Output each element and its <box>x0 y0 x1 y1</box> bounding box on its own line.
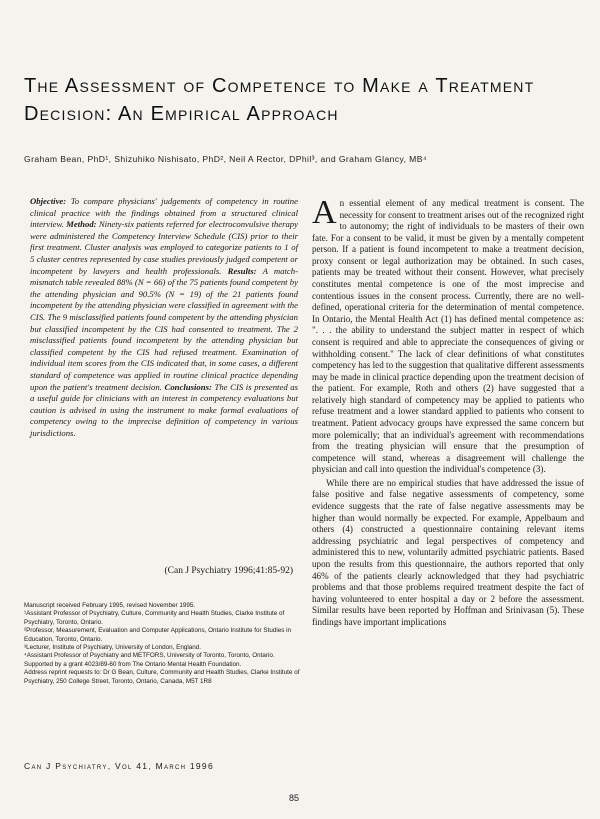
body-paragraph-2: While there are no empirical studies that have addressed the issue of false positive and false negative assessments of competency, some evidence suggests that the rate of false negative assessments may be higher than would normally be expected. For example, Appelbaum and others (4) constructed a questionnaire containing relevant items addressing psychiatric and legal perspectives of competency and administered this to new, voluntarily admitted psychiatric patients. Based upon the results from this questionnaire, the authors reported that only 46% of the patients clearly acknowledged that they had psychiatric problems and that those problems required treatment despite the fact of having volunteered to enter hospital a day or 2 before the assessment. Similar results have been reported by Hoffman and Srinivasan (5). These findings have important implications <box>312 477 584 627</box>
footnote-reprints: Address reprint requests to: Dr G Bean, Culture, Community and Health Studies, Clarke Institute of Psychiatry, 250 College Street, Toronto, Ontario, Canada, M5T 1R8 <box>24 669 300 685</box>
drop-cap: A <box>312 194 337 231</box>
abstract-objective-text: To compare physicians' judgements of competency in routine clinical practice with the findings obtained from a structured clinical interview. <box>30 196 299 230</box>
footnote-received: Manuscript received February 1995, revised November 1995. <box>24 602 196 609</box>
journal-footer: Can J Psychiatry, Vol 41, March 1996 <box>24 761 214 771</box>
footnote-author-2: ²Professor, Measurement, Evaluation and Computer Applications, Ontario Institute for Studies in Education, Toronto, Ontario. <box>24 627 292 643</box>
abstract-method-text: Ninety-six patients referred for electroconvulsive therapy were administered the Competency Interview Schedule (CIS) prior to their first treatment. Cluster analysis was employed to categorize patients to 1 of 5 cluster centres represented by case studies previously judged competent or incompetent by lawyers and health professionals. <box>30 219 298 276</box>
abstract-method-label: Method: <box>66 219 97 230</box>
abstract <box>30 196 298 439</box>
body-paragraph-1 <box>312 194 584 476</box>
footnotes <box>24 602 302 686</box>
abstract-conclusions-text: The CIS is presented as a useful guide for clinicians with an interest in competency evaluations but caution is advised in using the instrument to make formal evaluations of competency owing to the imprecise definition of competency in various jurisdictions. <box>30 381 299 438</box>
abstract-conclusions-label: Conclusions: <box>164 381 212 392</box>
body-paragraph-1-text: n essential element of any medical treatment is consent. The necessity for consent to treatment arises out of the recognized right to autonomy; the right of individuals to be masters of their own fate. For a consent to be valid, it must be given by a mentally competent person. If a patient is found incompetent to make a treatment decision, proxy consent or legal authorization may be obtained. In such cases, patients may be treated without their consent. However, what precisely constitutes mental competence is one of the most imprecise and contentious issues in the consent process. Currently, there are no well-defined, operational criteria for the determination of mental competence. In Ontario, the Mental Health Act (1) has defined mental competence as: ". . . the ability to understand the subject matter in respect of which consent is required and able to appreciate the consequences of giving or withholding consent." The lack of clear definitions of what constitutes competency has led to the suggestion that qualitative different assessments may be made in clinical practice depending upon the treatment decision of the patient. For example, Roth and others (2) have suggested that a relatively high standard of competency may be applied to patients who refuse treatment and a lower standard applied to patients who consent to treatment. Patient advocacy groups have expressed the same concern but more polemically; that an individual's agreement with recommendations from the treating physician will ensure that the presumption of competence will stand, whereas a disagreement will challenge the physician and call into question the individual's competence (3). <box>312 198 584 475</box>
footnote-funding: Supported by a grant 4023/89-60 from The Ontario Mental Health Foundation. <box>24 660 242 668</box>
page-number: 85 <box>289 793 300 803</box>
footnote-author-3: ³Lecturer, Institute of Psychiatry, University of London, England. <box>24 644 201 652</box>
abstract-results-text: A match-mismatch table revealed 88% (N = 66) of the 75 patients found competent by the attending physician and 90.5% (N = 19) of the 21 patients found incompetent by the attending physician were classified in agreement with the CIS. The 9 misclassified patients found competent by the attending physician but classified incompetent by the CIS had consented to treatment. The 2 misclassified patients found incompetent by the attending physician but classified competent by the CIS had refused treatment. Examination of individual item scores from the CIS indicated that, in some cases, a different standard of competence was applied in routine clinical practice depending upon the patient's treatment decision. <box>30 265 299 392</box>
author-line: Graham Bean, PhD¹, Shizuhiko Nishisato, PhD², Neil A Rector, DPhil³, and Graham Glancy, MB⁴ <box>24 154 427 164</box>
footnote-author-4: ⁴Assistant Professor of Psychiatry and METFORS, University of Toronto, Toronto, Ontario. <box>24 652 275 660</box>
footnote-author-1: ¹Assistant Professor of Psychiatry, Culture, Community and Health Studies, Clarke Institute of Psychiatry, Toronto, Ontario. <box>24 610 285 626</box>
abstract-results-label: Results: <box>227 265 257 276</box>
article-title: The Assessment of Competence to Make a Treatment Decision: An Empirical Approach <box>24 75 535 125</box>
citation: (Can J Psychiatry 1996;41:85-92) <box>164 566 293 576</box>
body-text-column <box>312 194 584 628</box>
abstract-objective-label: Objective: <box>30 196 67 206</box>
